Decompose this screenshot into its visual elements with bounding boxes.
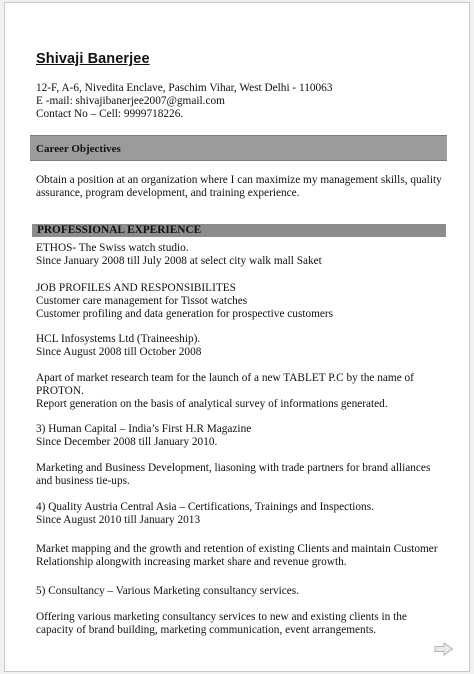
professional-experience-header — [32, 224, 446, 237]
career-line-1: Obtain a position at an organization where I can maximize my management skills, quality — [36, 174, 442, 186]
resume-page — [4, 2, 470, 672]
experience-line: 3) Human Capital – India’s First H.R Magazine — [36, 423, 252, 435]
career-objectives-header — [30, 135, 447, 161]
experience-line: and business tie-ups. — [36, 475, 130, 487]
experience-line: Marketing and Business Development, liasoning with trade partners for brand alliances — [36, 462, 431, 474]
experience-line: Customer profiling and data generation for prospective customers — [36, 308, 334, 320]
address-line: 12-F, A-6, Nivedita Enclave, Paschim Vihar, West Delhi - 110063 — [36, 82, 333, 94]
career-line-2: assurance, program development, and training experience. — [36, 187, 300, 199]
candidate-name: Shivaji Banerjee — [36, 51, 150, 67]
experience-line: ETHOS- The Swiss watch studio. — [36, 242, 189, 254]
experience-line: Report generation on the basis of analytical survey of informations generated. — [36, 398, 388, 410]
next-arrow-icon[interactable] — [434, 642, 454, 656]
experience-line: Offering various marketing consultancy services to new and existing clients in the — [36, 611, 407, 623]
experience-line: Relationship alongwith increasing market share and revenue growth. — [36, 556, 347, 568]
experience-line: Customer care management for Tissot watches — [36, 295, 248, 307]
experience-line: Apart of market research team for the launch of a new TABLET P.C by the name of — [36, 372, 414, 384]
professional-experience-title: PROFESSIONAL EXPERIENCE — [37, 224, 202, 236]
experience-line: Since December 2008 till January 2010. — [36, 436, 218, 448]
experience-line: JOB PROFILES AND RESPONSIBILITES — [36, 282, 236, 294]
experience-line: PROTON. — [36, 385, 84, 397]
experience-line: Since August 2008 till October 2008 — [36, 346, 202, 358]
experience-line: Market mapping and the growth and retention of existing Clients and maintain Customer — [36, 543, 438, 555]
experience-line: 4) Quality Austria Central Asia – Certifications, Trainings and Inspections. — [36, 501, 374, 513]
experience-line: 5) Consultancy – Various Marketing consultancy services. — [36, 585, 300, 597]
experience-line: Since January 2008 till July 2008 at select city walk mall Saket — [36, 255, 322, 267]
experience-line: Since August 2010 till January 2013 — [36, 514, 201, 526]
experience-line: capacity of brand building, marketing communication, event arrangements. — [36, 624, 377, 636]
contact-line: Contact No – Cell: 9999718226. — [36, 108, 184, 120]
career-objectives-title: Career Objectives — [36, 143, 121, 155]
experience-line: HCL Infosystems Ltd (Traineeship). — [36, 333, 201, 345]
next-arrow-icon[interactable] — [434, 642, 454, 656]
email-line: E -mail: shivajibanerjee2007@gmail.com — [36, 95, 225, 107]
